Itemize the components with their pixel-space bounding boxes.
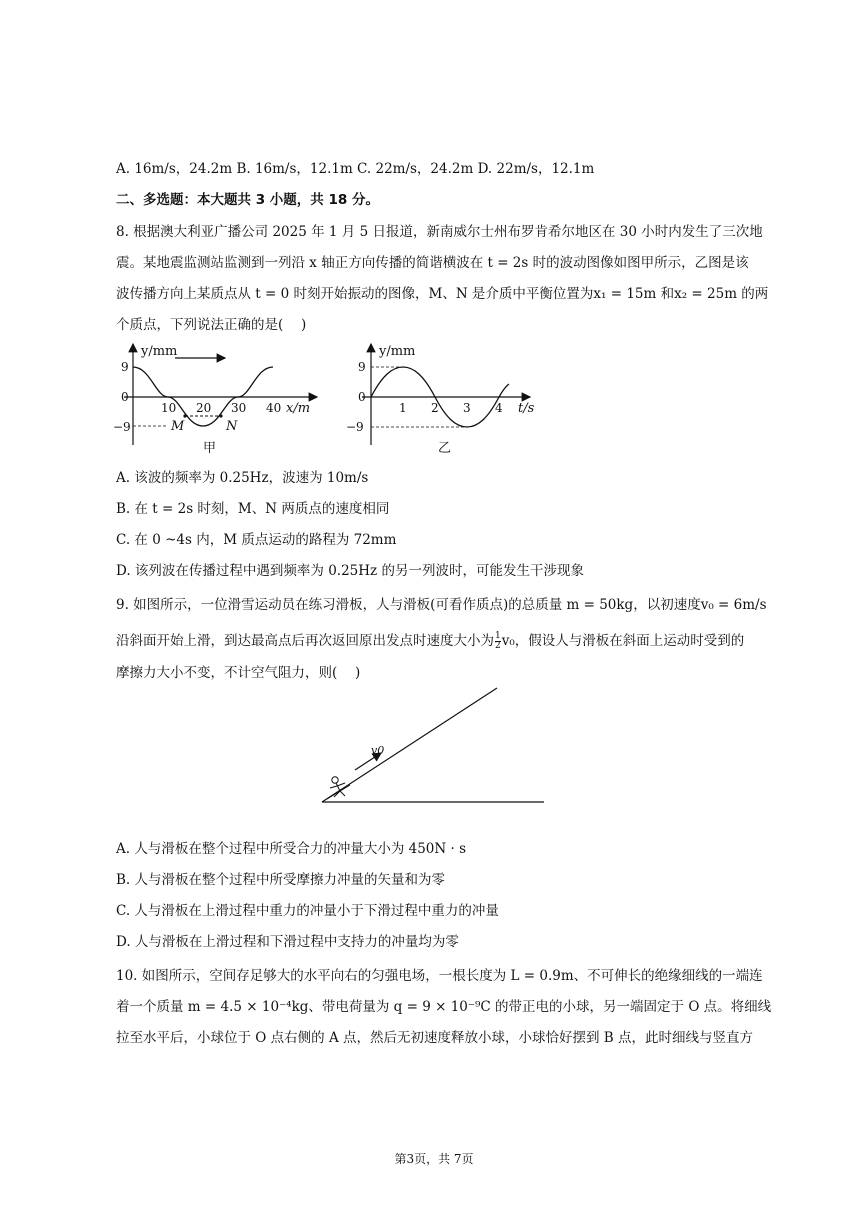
t-axis-label: t/s (518, 401, 535, 416)
y-tick-max: 9 (358, 360, 366, 374)
q8-option-a: A. 该波的频率为 0.25Hz，波速为 10m/s (116, 470, 369, 486)
page-footer: 第3页，共 7页 (394, 1152, 474, 1166)
q9-line-2-pre: 沿斜面开始上滑，到达最高点后再次返回原出发点时速度大小为 (116, 633, 494, 649)
x-tick-30: 30 (231, 401, 247, 415)
point-n-dot (219, 414, 222, 417)
y-tick-zero: 0 (121, 390, 129, 404)
q7-options: A. 16m/s，24.2m B. 16m/s，12.1m C. 22m/s，24.2m D. 22m/s，12.1m (116, 161, 595, 177)
q8-line-2: 震。某地震监测站监测到一列沿 x 轴正方向传播的简谐横波在 t = 2s 时的波动图像如图甲所示，乙图是该 (116, 255, 749, 271)
q9-line-2 (116, 631, 744, 651)
y-tick-min: −9 (346, 420, 364, 434)
y-tick-min: −9 (113, 420, 131, 434)
t-tick-3: 3 (463, 401, 471, 415)
x-tick-40: 40 (266, 401, 282, 415)
point-m-label: M (171, 419, 185, 434)
incline-figure (318, 684, 550, 808)
q9-option-b: B. 人与滑板在整个过程中所受摩擦力冲量的矢量和为零 (116, 872, 446, 888)
q8-option-b: B. 在 t = 2s 时刻，M、N 两质点的速度相同 (116, 501, 390, 517)
q9-line-2-post: v₀，假设人与滑板在斜面上运动时受到的 (501, 633, 745, 649)
t-tick-1: 1 (399, 401, 407, 415)
wave-graph-jia (110, 340, 325, 460)
q9-line-3: 摩擦力大小不变，不计空气阻力，则( ) (116, 665, 361, 681)
q9-option-d: D. 人与滑板在上滑过程和下滑过程中支持力的冲量均为零 (116, 934, 459, 950)
q8-line-1: 8. 根据澳大利亚广播公司 2025 年 1 月 5 日报道，新南威尔士州布罗肯希尔地区在 30 小时内发生了三次地 (116, 224, 763, 240)
point-m-dot (183, 414, 186, 417)
q8-option-d: D. 该列波在传播过程中遇到频率为 0.25Hz 的另一列波时，可能发生干涉现象 (116, 563, 584, 579)
x-tick-10: 10 (161, 401, 177, 415)
fraction-denominator: 2 (495, 641, 501, 651)
figure-caption: 甲 (203, 441, 217, 456)
q8-option-c: C. 在 0 ~4s 内，M 质点运动的路程为 72mm (116, 532, 397, 548)
x-axis-label: x/m (286, 401, 311, 416)
velocity-label: v0 (371, 744, 385, 757)
y-axis-label: y/mm (141, 344, 178, 359)
section-heading: 二、多选题：本大题共 3 小题，共 18 分。 (116, 192, 379, 208)
q10-line-3: 拉至水平后，小球位于 O 点右侧的 A 点，然后无初速度释放小球，小球恰好摆到 B 点，此时细线与竖直方 (116, 1030, 753, 1046)
figure-caption: 乙 (438, 441, 452, 456)
q10-line-2: 着一个质量 m = 4.5 × 10⁻⁴kg、带电荷量为 q = 9 × 10⁻⁹C 的带正电的小球，另一端固定于 O 点。将细线 (116, 999, 772, 1015)
t-tick-4: 4 (495, 401, 503, 415)
skier-icon (327, 777, 350, 799)
t-tick-2: 2 (431, 401, 439, 415)
q9-line-1: 9. 如图所示，一位滑雪运动员在练习滑板，人与滑板(可看作质点)的总质量 m = 50kg，以初速度v₀ = 6m/s (116, 597, 767, 613)
vibration-graph-yi (340, 340, 555, 460)
incline-line (322, 688, 497, 802)
q8-line-3: 波传播方向上某质点从 t = 0 时刻开始振动的图像，M、N 是介质中平衡位置为x₁ = 15m 和x₂ = 25m 的两 (116, 286, 769, 302)
half-fraction (495, 632, 501, 651)
x-tick-20: 20 (196, 401, 212, 415)
point-n-label: N (226, 419, 238, 434)
q9-option-a: A. 人与滑板在整个过程中所受合力的冲量大小为 450N · s (116, 841, 467, 857)
q8-line-4: 个质点，下列说法正确的是( ) (116, 317, 307, 333)
y-tick-zero: 0 (358, 390, 366, 404)
y-tick-max: 9 (121, 360, 129, 374)
fraction-numerator: 1 (495, 631, 501, 641)
y-axis-label: y/mm (379, 344, 416, 359)
q9-option-c: C. 人与滑板在上滑过程中重力的冲量小于下滑过程中重力的冲量 (116, 903, 499, 919)
q10-line-1: 10. 如图所示，空间存足够大的水平向右的匀强电场，一根长度为 L = 0.9m、不可伸长的绝缘细线的一端连 (116, 968, 763, 984)
